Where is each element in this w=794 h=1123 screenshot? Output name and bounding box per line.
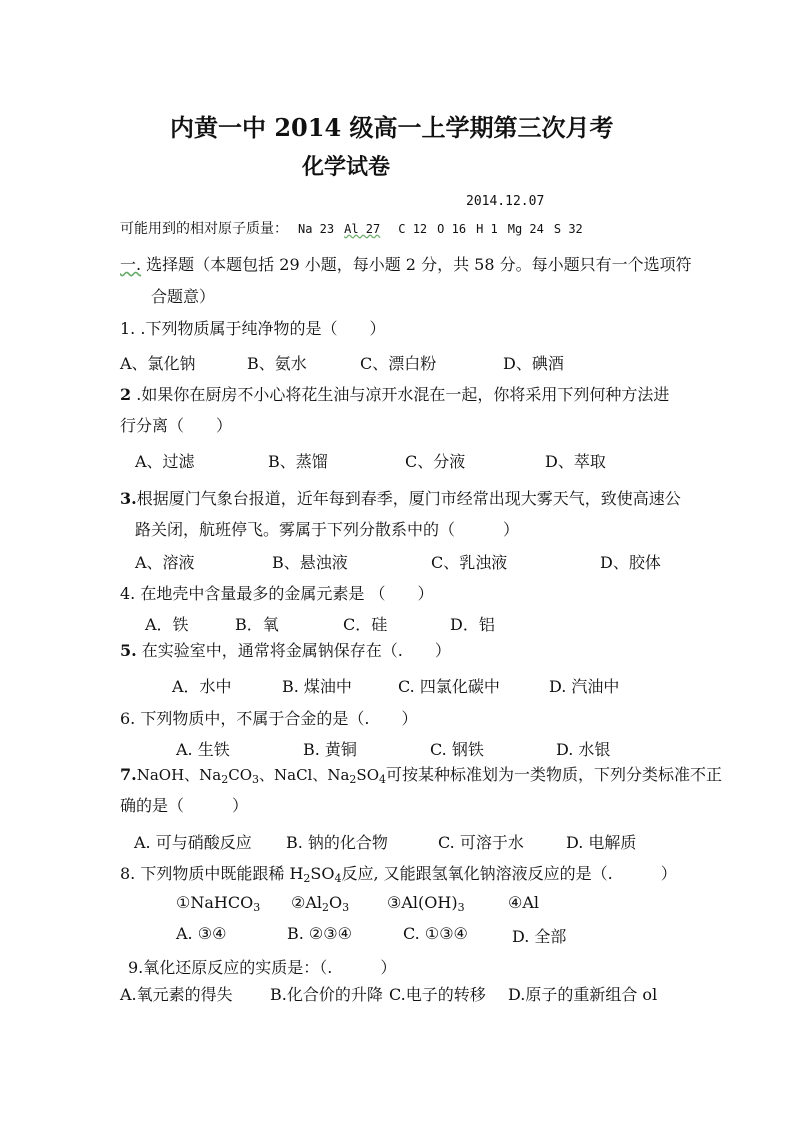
- question-6-option-a: A. 生铁: [176, 740, 230, 759]
- question-2-option-b: B、蒸馏: [268, 452, 328, 471]
- question-3-line-1: 根据厦门气象台报道，近年每到春季，厦门市经常出现大雾天气，致使高速公: [136, 489, 681, 508]
- question-9-text: 氧化还原反应的实质是：（. ）: [143, 958, 397, 977]
- mass-h: H 1: [476, 222, 498, 236]
- question-8-item-2-sub: 3: [342, 901, 350, 914]
- section-line-2: 合题意）: [151, 287, 216, 306]
- question-7-part: CO: [228, 766, 252, 784]
- question-8-part: SO: [310, 864, 335, 883]
- question-8-item-3-text: ③Al(OH): [387, 893, 458, 912]
- question-8-option-b: B. ②③④: [287, 924, 352, 943]
- question-3-option-d: D、胶体: [600, 553, 661, 572]
- question-3-line-2: 路关闭，航班停飞。雾属于下列分散系中的（ ）: [135, 520, 520, 539]
- question-4-option-c: C．硅: [343, 615, 388, 634]
- question-1-number: 1.: [120, 319, 136, 338]
- question-6-option-c: C. 钢铁: [430, 740, 484, 759]
- exam-subtitle: 化学试卷: [302, 154, 391, 180]
- question-3-option-c: C、乳浊液: [431, 553, 508, 572]
- question-2-number: 2: [120, 385, 132, 404]
- mass-al: Al 27: [344, 222, 381, 236]
- question-7-line-2: 确的是（ ）: [120, 796, 249, 815]
- question-7-option-d: D. 电解质: [566, 833, 637, 852]
- question-8-item-1-sub: 3: [253, 901, 261, 914]
- mass-s: S 32: [553, 222, 583, 236]
- question-3-option-a: A、溶液: [135, 553, 195, 572]
- question-8-part: 下列物质中既能跟稀 H: [135, 864, 304, 883]
- question-3-option-b: B、悬浊液: [272, 553, 348, 572]
- question-2: [120, 382, 669, 405]
- question-7-part: NaOH、Na: [136, 766, 222, 784]
- question-1-option-a: A、氯化钠: [120, 354, 196, 373]
- question-6-number: 6.: [120, 709, 136, 728]
- question-2-line-2: 行分离（ ）: [120, 416, 233, 435]
- question-5-option-a: A．水中: [172, 677, 232, 696]
- question-8-item-4: [508, 893, 539, 912]
- question-4: [120, 581, 433, 604]
- question-9-option-b: B.化合价的升降: [270, 985, 383, 1004]
- question-8-item-4-text: ④Al: [508, 893, 540, 912]
- question-5-option-b: B. 煤油中: [282, 677, 352, 696]
- question-9-number: 9.: [128, 958, 144, 977]
- question-7-subscript: 4: [379, 773, 386, 786]
- question-5-option-c: C. 四氯化碳中: [398, 677, 500, 696]
- question-8-number: 8.: [120, 864, 136, 883]
- question-7-subscript: 2: [349, 773, 357, 786]
- exam-title: 内黄一中 2014 级高一上学期第三次月考: [170, 113, 614, 142]
- question-6-text: 下列物质中，不属于合金的是（. ）: [135, 709, 418, 728]
- atomic-masses: [120, 218, 583, 238]
- mass-c: C 12: [398, 222, 428, 236]
- question-8-item-2-text: ②Al: [291, 893, 323, 912]
- question-8-option-c: C. ①③④: [403, 924, 468, 943]
- exam-date: 2014.12.07: [466, 194, 545, 209]
- question-3: [120, 486, 681, 509]
- mass-o: O 16: [437, 222, 467, 236]
- question-8-item-1-text: ①NaHCO: [176, 893, 254, 912]
- question-4-text: 在地壳中含量最多的金属元素是 （ ）: [135, 584, 434, 603]
- question-1: [120, 316, 385, 339]
- question-8: [120, 861, 677, 885]
- question-7-number: 7.: [120, 765, 137, 784]
- question-7-part: SO: [356, 766, 379, 784]
- question-2-line-1: .如果你在厨房不小心将花生油与凉开水混在一起，你将采用下列何种方法进: [131, 385, 670, 404]
- question-9-option-d: D.原子的重新组合 ol: [508, 985, 658, 1004]
- question-7-subscript: 3: [252, 773, 259, 786]
- question-1-text: .下列物质属于纯净物的是（ ）: [135, 319, 386, 338]
- question-9-option-a: A.氧元素的得失: [120, 985, 233, 1004]
- section-heading: [120, 252, 692, 275]
- question-6-option-b: B. 黄铜: [303, 740, 357, 759]
- question-2-option-c: C、分液: [405, 452, 466, 471]
- question-8-item-2-sub: 2: [322, 901, 330, 914]
- question-2-option-d: D、萃取: [545, 452, 606, 471]
- question-7-part: 可按某种标准划为一类物质，下列分类标准不正: [386, 765, 723, 784]
- question-8-subscript: 4: [334, 872, 342, 885]
- mass-na: Na 23: [298, 222, 335, 236]
- section-line-1: 选择题（本题包括 29 小题，每小题 2 分，共 58 分。每小题只有一个选项符: [141, 255, 692, 274]
- question-7-option-c: C. 可溶于水: [438, 833, 524, 852]
- question-7: [120, 762, 722, 786]
- question-5-text: 在实验室中，通常将金属钠保存在（. ）: [136, 641, 451, 660]
- question-3-number: 3.: [120, 489, 137, 508]
- question-6-option-d: D. 水银: [556, 740, 611, 759]
- question-5-option-d: D. 汽油中: [549, 677, 620, 696]
- question-8-item-1: [176, 893, 260, 914]
- question-7-option-b: B. 钠的化合物: [286, 833, 388, 852]
- question-1-option-b: B、氨水: [247, 354, 307, 373]
- question-8-item-2: [291, 893, 349, 914]
- question-8-subscript: 2: [303, 872, 311, 885]
- question-8-option-d: D. 全部: [512, 927, 567, 946]
- question-5: [120, 638, 451, 661]
- question-6: [120, 706, 417, 729]
- question-4-option-a: A．铁: [145, 615, 189, 634]
- question-8-option-a: A. ③④: [176, 924, 227, 943]
- question-8-item-2-text: O: [329, 893, 343, 912]
- question-9-option-c: C.电子的转移: [389, 985, 486, 1004]
- question-8-item-3: [387, 893, 465, 914]
- section-number: 一.: [120, 255, 142, 274]
- question-2-option-a: A、过滤: [135, 452, 195, 471]
- question-8-part: 反应, 又能跟氢氧化钠溶液反应的是（. ）: [341, 864, 677, 883]
- question-4-number: 4.: [120, 584, 136, 603]
- question-5-number: 5.: [120, 641, 137, 660]
- question-7-part: 、NaCl、Na: [259, 766, 350, 784]
- question-7-subscript: 2: [221, 773, 229, 786]
- question-1-option-d: D、碘酒: [503, 354, 564, 373]
- question-7-option-a: A. 可与硝酸反应: [134, 833, 252, 852]
- question-4-option-d: D．铝: [450, 615, 495, 634]
- question-9: [128, 955, 396, 978]
- atomic-masses-label: 可能用到的相对原子质量：: [120, 221, 288, 237]
- question-8-item-3-sub: 3: [457, 901, 465, 914]
- question-1-option-c: C、漂白粉: [360, 354, 437, 373]
- mass-mg: Mg 24: [507, 222, 544, 236]
- question-4-option-b: B．氧: [235, 615, 279, 634]
